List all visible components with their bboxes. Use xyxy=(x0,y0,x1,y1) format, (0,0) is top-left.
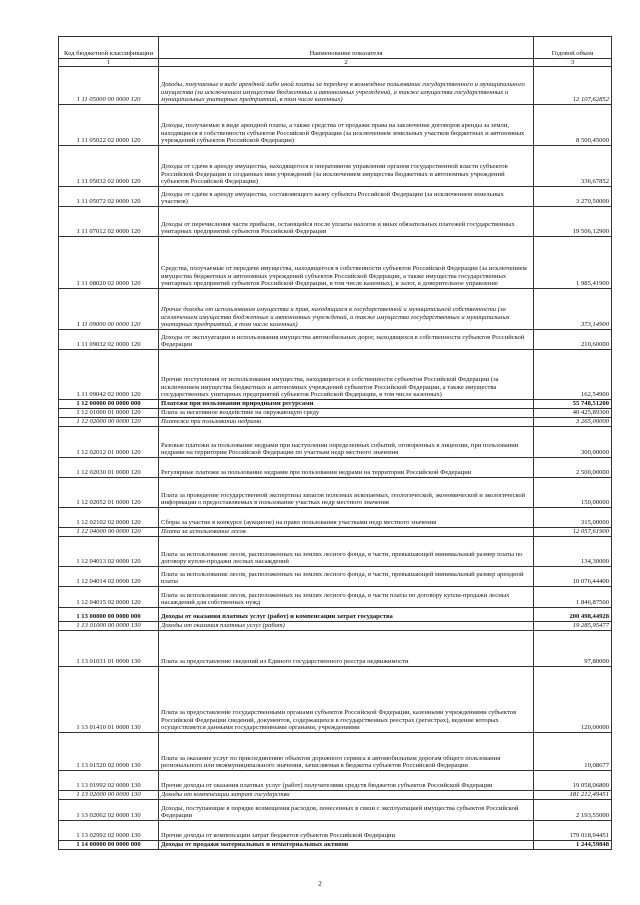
row-name: Сборы за участие в конкурсе (аукционе) на право пользования участками недр местного значения xyxy=(159,508,534,528)
row-code: 1 11 07012 02 0000 120 xyxy=(59,207,159,237)
table-row xyxy=(59,622,612,631)
table-header-row xyxy=(59,37,612,59)
row-code: 1 13 01031 01 0000 130 xyxy=(59,631,159,667)
header-name: Наименование показателя xyxy=(159,37,534,59)
table-row xyxy=(59,567,612,587)
row-code: 1 12 01000 01 0000 120 xyxy=(59,409,159,418)
table-row xyxy=(59,330,612,350)
row-code: 1 11 05072 02 0000 120 xyxy=(59,187,159,207)
row-value: 97,80000 xyxy=(534,631,612,667)
row-name: Доходы от оказания платных услуг (работ) и компенсации затрат государства xyxy=(159,608,534,622)
row-code: 1 11 08020 02 0000 120 xyxy=(59,237,159,289)
row-code: 1 13 02062 02 0000 130 xyxy=(59,800,159,821)
row-name: Платежи при пользовании природными ресурсами xyxy=(159,400,534,409)
row-value: 373,14900 xyxy=(534,289,612,330)
row-code: 1 12 02000 00 0000 120 xyxy=(59,418,159,427)
row-value: 8 500,45000 xyxy=(534,105,612,146)
row-value: 120,00000 xyxy=(534,667,612,733)
table-row xyxy=(59,771,612,791)
row-value: 12 057,61900 xyxy=(534,528,612,537)
table-row xyxy=(59,478,612,508)
row-name: Доходы, получаемые в виде арендной платы, а также средства от продажи права на заключение договоров аренды за земли, находящиеся в собственности субъектов Российской Федерации (за исключением земельных участков бюджетных и автономных учреждений субъектов Российской Федерации) xyxy=(159,105,534,146)
table-row xyxy=(59,207,612,237)
table-row xyxy=(59,821,612,841)
row-code: 1 12 00000 00 0000 000 xyxy=(59,400,159,409)
row-code: 1 11 09042 02 0000 120 xyxy=(59,350,159,400)
row-name: Средства, получаемые от передачи имущества, находящегося в собственности субъектов Российской Федерации (за исключением имущества бюджетных и автономных учреждений субъектов Российской Федерации, а также имущества государственных унитарных предприятий субъектов Российской Федерации, в том числе казенных), в залог, в доверительное управление xyxy=(159,237,534,289)
row-name: Плата за предоставление сведений из Единого государственного реестра недвижимости xyxy=(159,631,534,667)
table-row xyxy=(59,791,612,800)
row-value: 10,08677 xyxy=(534,733,612,771)
row-code: 1 11 09032 02 0000 120 xyxy=(59,330,159,350)
row-value: 19 285,95477 xyxy=(534,622,612,631)
row-value: 19 506,12900 xyxy=(534,207,612,237)
row-value: 40 425,89300 xyxy=(534,409,612,418)
row-name: Прочие поступления от использования имущества, находящегося в собственности субъектов Российской Федерации (за исключением имущества бюджетных и автономных учреждений субъектов Российской Федерации, а также имущества государственных унитарных предприятий субъектов Российской Федерации, в том числе казенных) xyxy=(159,350,534,400)
row-name: Прочие доходы от компенсации затрат бюджетов субъектов Российской Федерации xyxy=(159,821,534,841)
row-name: Доходы от продажи материальных и нематериальных активов xyxy=(159,841,534,850)
table-row xyxy=(59,733,612,771)
row-code: 1 11 05022 02 0000 120 xyxy=(59,105,159,146)
row-code: 1 11 09000 00 0000 120 xyxy=(59,289,159,330)
table-row xyxy=(59,418,612,427)
table-row xyxy=(59,67,612,105)
row-name: Плата за использование лесов, расположенных на землях лесного фонда, в части, превышающей минимальный размер арендной платы xyxy=(159,567,534,587)
table-row xyxy=(59,800,612,821)
table-row xyxy=(59,146,612,187)
row-name: Плата за оказание услуг по присоединению объектов дорожного сервиса к автомобильным дорогам общего пользования регионального или межмуниципального значения, зачисляемая в бюджеты субъектов Российской Федерации xyxy=(159,733,534,771)
row-name: Плата за предоставление государственными органами субъектов Российской Федерации, казенными учреждениями субъектов Российской Федерации сведений, документов, содержащихся в государственных реестрах (регистрах), ведение которых осуществляется данными государственными органами, учреждениями xyxy=(159,667,534,733)
row-value: 3 265,00000 xyxy=(534,418,612,427)
row-value: 134,30000 xyxy=(534,537,612,567)
row-value: 162,54900 xyxy=(534,350,612,400)
row-value: 315,00000 xyxy=(534,508,612,528)
row-name: Доходы от перечисления части прибыли, остающейся после уплаты налогов и иных обязательных платежей государственных унитарных предприятий субъектов Российской Федерации xyxy=(159,207,534,237)
table-row xyxy=(59,187,612,207)
row-name: Доходы от компенсации затрат государства xyxy=(159,791,534,800)
row-code: 1 13 02000 00 0000 130 xyxy=(59,791,159,800)
table-row xyxy=(59,289,612,330)
row-code: 1 11 05000 00 0000 120 xyxy=(59,67,159,105)
table-row xyxy=(59,409,612,418)
table-row xyxy=(59,105,612,146)
row-value: 12 107,62852 xyxy=(534,67,612,105)
row-code: 1 13 01520 02 0000 130 xyxy=(59,733,159,771)
row-value: 336,67852 xyxy=(534,146,612,187)
row-name: Прочие доходы от использования имущества и прав, находящихся в государственной и муниципальной собственности (за исключением имущества бюджетных и автономных учреждений, а также имущества государственных и муниципальных унитарных предприятий, в том числе казенных) xyxy=(159,289,534,330)
table-row xyxy=(59,667,612,733)
table-row xyxy=(59,400,612,409)
header-volume: Годовой объем xyxy=(534,37,612,59)
row-value: 1 244,59848 xyxy=(534,841,612,850)
row-name: Доходы, получаемые в виде арендной либо иной платы за передачу в возмездное пользование государственного и муниципального имущества (за исключением имущества бюджетных и автономных учреждений, а также имущества государственных и муниципальных унитарных предприятий, в том числе казенных) xyxy=(159,67,534,105)
row-value: 10 076,44400 xyxy=(534,567,612,587)
row-value: 179 018,94451 xyxy=(534,821,612,841)
column-number: 2 xyxy=(159,59,534,67)
row-code: 1 14 00000 00 0000 000 xyxy=(59,841,159,850)
table-row xyxy=(59,458,612,478)
row-name: Платежи при пользовании недрами xyxy=(159,418,534,427)
row-code: 1 12 04013 02 0000 120 xyxy=(59,537,159,567)
row-name: Плата за негативное воздействие на окружающую среду xyxy=(159,409,534,418)
row-value: 300,00000 xyxy=(534,427,612,458)
row-name: Доходы от сдачи в аренду имущества, составляющего казну субъекта Российской Федерации (за исключением земельных участков) xyxy=(159,187,534,207)
row-value: 2 193,55000 xyxy=(534,800,612,821)
row-value: 150,00000 xyxy=(534,478,612,508)
table-row xyxy=(59,508,612,528)
page-number: 2 xyxy=(318,880,322,888)
row-code: 1 13 02992 02 0000 130 xyxy=(59,821,159,841)
row-name: Доходы от оказания платных услуг (работ) xyxy=(159,622,534,631)
row-value: 200 498,44928 xyxy=(534,608,612,622)
header-code: Код бюджетной классификации xyxy=(59,37,159,59)
table-row xyxy=(59,537,612,567)
table-row xyxy=(59,237,612,289)
row-value: 210,60000 xyxy=(534,330,612,350)
column-number: 1 xyxy=(59,59,159,67)
row-value: 19 058,06800 xyxy=(534,771,612,791)
row-value: 2 500,00000 xyxy=(534,458,612,478)
row-code: 1 13 01000 00 0000 130 xyxy=(59,622,159,631)
column-number: 3 xyxy=(534,59,612,67)
row-value: 3 270,50000 xyxy=(534,187,612,207)
table-row xyxy=(59,841,612,850)
table-body xyxy=(59,67,612,850)
row-name: Разовые платежи за пользование недрами при наступлении определенных событий, оговоренных в лицензии, при пользовании недрами на территории Российской Федерации по участкам недр местного значения xyxy=(159,427,534,458)
row-name: Доходы, поступающие в порядке возмещения расходов, понесенных в связи с эксплуатацией имущества субъектов Российской Федерации xyxy=(159,800,534,821)
row-name: Регулярные платежи за пользование недрами при пользовании недрами на территории Российской Федерации xyxy=(159,458,534,478)
row-name: Плата за использование лесов, расположенных на землях лесного фонда, в части платы по договору купли-продажи лесных насаждений для собственных нужд xyxy=(159,587,534,608)
row-value: 55 748,51200 xyxy=(534,400,612,409)
row-code: 1 12 04014 02 0000 120 xyxy=(59,567,159,587)
row-name: Плата за использование лесов, расположенных на землях лесного фонда, в части, превышающей минимальный размер платы по договору купли-продажи лесных насаждений xyxy=(159,537,534,567)
row-name: Плата за использование лесов xyxy=(159,528,534,537)
row-name: Прочие доходы от оказания платных услуг (работ) получателями средств бюджетов субъектов Российской Федерации xyxy=(159,771,534,791)
table-row xyxy=(59,631,612,667)
row-value: 181 212,49451 xyxy=(534,791,612,800)
row-code: 1 11 05032 02 0000 120 xyxy=(59,146,159,187)
row-value: 1 985,41900 xyxy=(534,237,612,289)
row-code: 1 12 04000 00 0000 120 xyxy=(59,528,159,537)
row-code: 1 12 02030 01 0000 120 xyxy=(59,458,159,478)
row-value: 1 846,87500 xyxy=(534,587,612,608)
table-row xyxy=(59,528,612,537)
table-row xyxy=(59,427,612,458)
budget-revenue-table xyxy=(58,36,612,850)
row-code: 1 13 01410 01 0000 130 xyxy=(59,667,159,733)
row-code: 1 12 04015 02 0000 120 xyxy=(59,587,159,608)
row-name: Плата за проведение государственной экспертизы запасов полезных ископаемых, геологической, экономической и экологической информации о предоставляемых в пользование участках недр местного значения xyxy=(159,478,534,508)
row-code: 1 12 02012 01 0000 120 xyxy=(59,427,159,458)
column-number-row xyxy=(59,59,612,67)
row-code: 1 13 00000 00 0000 000 xyxy=(59,608,159,622)
table-row xyxy=(59,608,612,622)
row-code: 1 13 01992 02 0000 130 xyxy=(59,771,159,791)
row-code: 1 12 02052 01 0000 120 xyxy=(59,478,159,508)
row-name: Доходы от эксплуатации и использования имущества автомобильных дорог, находящихся в собственности субъектов Российской Федерации xyxy=(159,330,534,350)
row-name: Доходы от сдачи в аренду имущества, находящегося в оперативном управлении органов государственной власти субъектов Российской Федерации и созданных ими учреждений (за исключением имущества бюджетных и автономных учреждений субъектов Российской Федерации) xyxy=(159,146,534,187)
row-code: 1 12 02102 02 0000 120 xyxy=(59,508,159,528)
table-row xyxy=(59,350,612,400)
table-row xyxy=(59,587,612,608)
